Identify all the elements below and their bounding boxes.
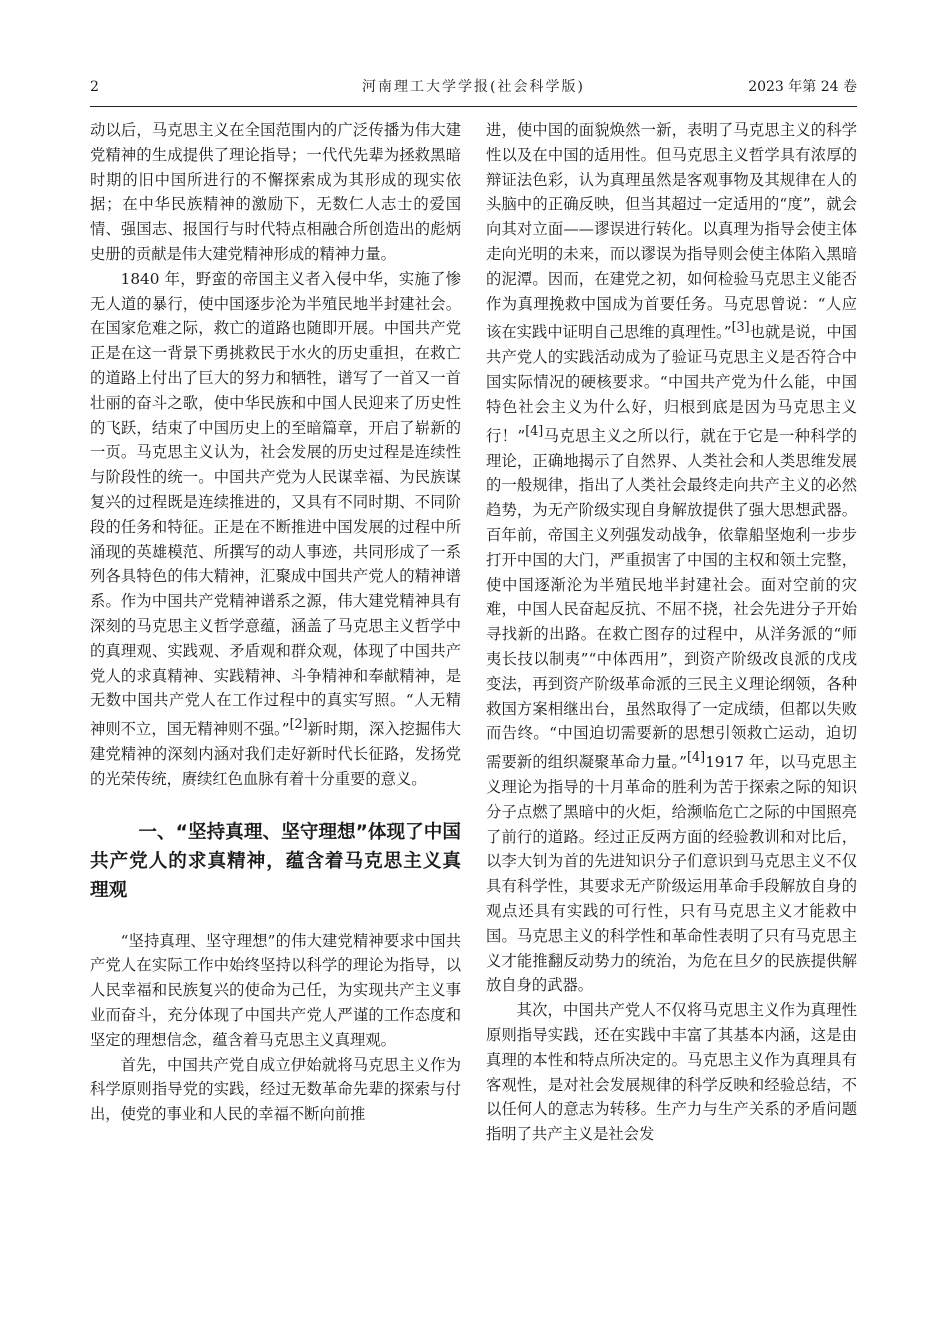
citation: [3] (731, 320, 750, 336)
paragraph: 动以后，马克思主义在全国范围内的广泛传播为伟大建党精神的生成提供了理论指导；一代代先辈为拯救黑暗时期的旧中国所进行的不懈探索成为其形成的现实依据；在中华民族精神的激励下，无数仁人志士的爱国情、强国志、报国行与时代特点相融合所创造出的彪炳史册的贡献是伟大建党精神形成的精神力量。 (90, 121, 461, 263)
paragraph-text: 1917 年，以马克思主义理论为指导的十月革命的胜利为苦于探索之际的知识分子点燃了黑暗中的火炬，给濒临危亡之际的中国照亮了前行的道路。经过正反两方面的经验教训和对比后，以李大钊为首的先进知识分子们意识到马克思主义不仅具有科学性，其要求无产阶级运用革命手段解放自身的观点还具有实践的可行性，只有马克思主义才能救中国。马克思主义的科学性和革命性表明了只有马克思主义才能推翻反动势力的统治，为危在旦夕的民族提供解放自身的武器。 (486, 753, 858, 995)
paragraph (486, 118, 857, 998)
paragraph: “坚持真理、坚守理想”的伟大建党精神要求中国共产党人在实际工作中始终坚持以科学的理论为指导，以人民幸福和民族复兴的使命为己任，为实现共产主义事业而奋斗，充分体现了中国共产党人严谨的工作态度和坚定的理想信念，蕴含着马克思主义真理观。 (90, 931, 461, 1049)
paragraph-text: 也就是说，中国共产党人的实践活动成为了验证马克思主义是否符合中国实际情况的硬核要求。“中国共产党为什么能，中国特色社会主义为什么好，归根到底是因为马克思主义行！” (486, 323, 857, 445)
paragraph-text: 马克思主义之所以行，就在于它是一种科学的理论，正确地揭示了自然界、人类社会和人类思维发展的一般规律，指出了人类社会最终走向共产主义的必然趋势，为无产阶级实现自身解放提供了强大思想武器。百年前，帝国主义列强发动战争，依靠船坚炮利一步步打开中国的大门，严重损害了中国的主权和领土完整，使中国逐渐沦为半殖民地半封建社会。面对空前的灾难，中国人民奋起反抗、不屈不挠，社会先进分子开始寻找新的出路。在救亡图存的过程中，从洋务派的“师夷长技以制夷”“中体西用”，到资产阶级改良派的戊戌变法，再到资产阶级革命派的三民主义理论纲领，各种救国方案相继出台，虽然取得了一定成绩，但都以失败而告终。“中国迫切需要新的思想引领救亡运动，迫切需要新的组织凝聚革命力量。” (486, 426, 857, 772)
paragraph: 其次，中国共产党人不仅将马克思主义作为真理性原则指导实践，还在实践中丰富了其基本内涵，这是由真理的本性和特点所决定的。马克思主义作为真理具有客观性，是对社会发展规律的科学反映和经验总结，不以任何人的意志为转移。生产力与生产关系的矛盾问题指明了共产主义是社会发 (486, 1001, 857, 1144)
paragraph (90, 267, 461, 792)
left-column (90, 118, 461, 1127)
volume-info: 2023 年第 24 卷 (748, 79, 857, 95)
paragraph-text: 1840 年，野蛮的帝国主义者入侵中华，实施了惨无人道的暴行，使中国逐步沦为半殖民地半封建社会。在国家危难之际，救亡的道路也随即开展。中国共产党正是在这一背景下勇挑救民于水火的历史重担，在救亡的道路上付出了巨大的努力和牺牲，谱写了一首又一首壮丽的奋斗之歌，使中华民族和中国人民迎来了历史性的飞跃，结束了中国历史上的至暗篇章，开启了崭新的一页。马克思主义认为，社会发展的历史过程是连续性与阶段性的统一。中国共产党为人民谋幸福、为民族谋复兴的过程既是连续推进的，又具有不同时期、不同阶段的任务和特征。正是在不断推进中国发展的过程中所涌现的英雄模范、所撰写的动人事迹，共同形成了一系列各具特色的伟大精神，汇聚成中国共产党人的精神谱系。作为中国共产党精神谱系之源，伟大建党精神具有深刻的马克思主义哲学意蕴，涵盖了马克思主义哲学中的真理观、实践观、矛盾观和群众观，体现了中国共产党人的求真精神、实践精神、斗争精神和奉献精神，是无数中国共产党人在工作过程中的真实写照。“人无精神则不立，国无精神则不强。” (90, 269, 461, 739)
paragraph: 首先，中国共产党自成立伊始就将马克思主义作为科学原则指导党的实践，经过无数革命先辈的探索与付出，使党的事业和人民的幸福不断向前推 (90, 1055, 461, 1124)
citation: [2] (289, 717, 308, 733)
paragraph-text: 进，使中国的面貌焕然一新，表明了马克思主义的科学性以及在中国的适用性。但马克思主义哲学具有浓厚的辩证法色彩，认为真理虽然是客观事物及其规律在人的头脑中的正确反映，但当其超过一定适用的“度”，就会向其对立面——谬误进行转化。以真理为指导会使主体走向光明的未来，而以谬误为指导则会使主体陷入黑暗的泥潭。因而，在建党之初，如何检验马克思主义能否作为真理挽救中国成为首要任务。马克思曾说：“人应该在实践中证明自己思维的真理性。” (486, 121, 857, 342)
citation: [4] (525, 423, 544, 439)
page-number: 2 (90, 79, 99, 95)
section-heading (90, 818, 461, 905)
paragraph-text: 新时期，深入挖掘伟大建党精神的深刻内涵对我们走好新时代长征路，发扬党的光荣传统，赓续红色血脉有着十分重要的意义。 (90, 720, 461, 788)
section-heading-text: 一、“坚持真理、坚守理想”体现了中国共产党人的求真精神，蕴含着马克思主义真理观 (90, 821, 461, 901)
citation: [4] (687, 750, 706, 766)
header-rule (90, 106, 857, 107)
running-header (90, 76, 857, 98)
journal-title: 河南理工大学学报(社会科学版) (362, 79, 585, 95)
right-column (486, 118, 857, 1147)
